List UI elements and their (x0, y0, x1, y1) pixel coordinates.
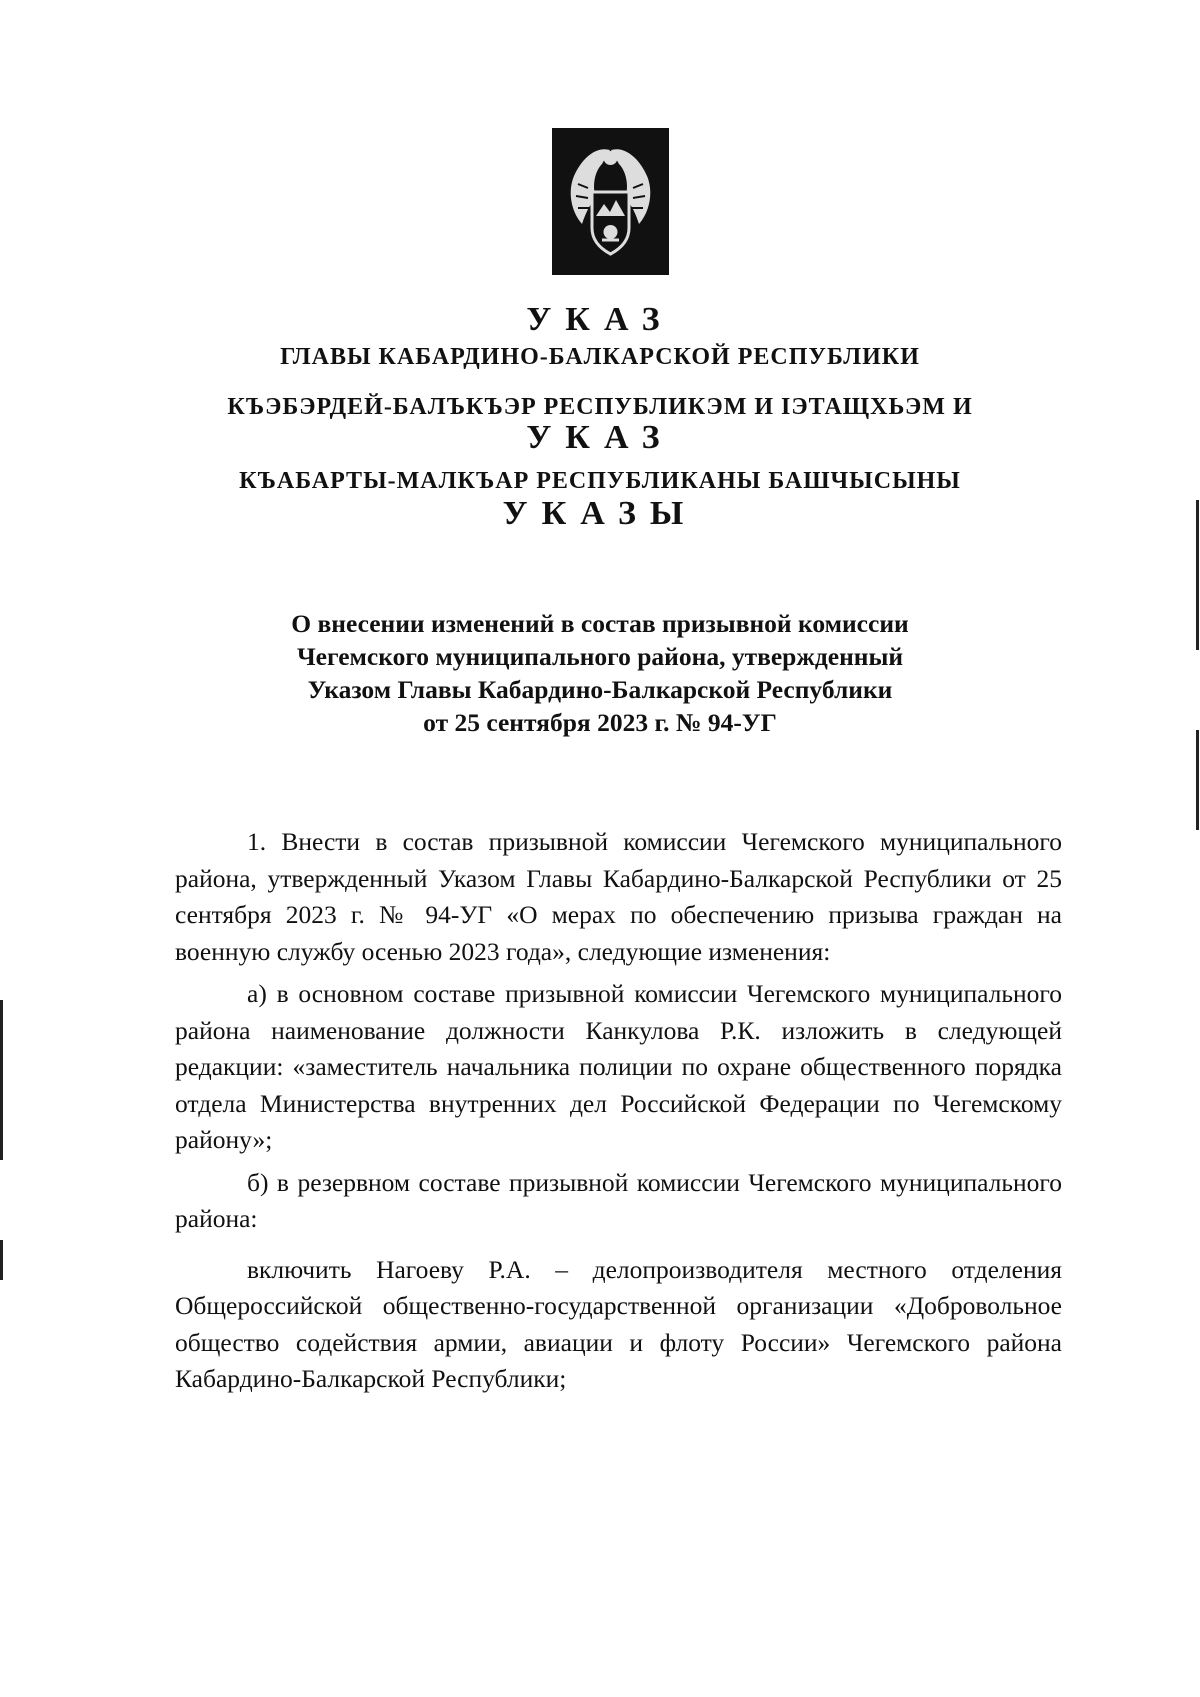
scan-edge-mark (0, 1000, 3, 1160)
title-line: Указом Главы Кабардино-Балкарской Республики (307, 675, 893, 704)
title-line: от 25 сентября 2023 г. № 94-УГ (423, 708, 777, 737)
kbr-coat-of-arms-icon (552, 128, 669, 275)
header-head-of-republic-russian: ГЛАВЫ КАБАРДИНО-БАЛКАРСКОЙ РЕСПУБЛИКИ (280, 344, 920, 370)
emblem (552, 128, 669, 275)
paragraph-item-b: б) в резервном составе призывной комиссии Чегемского муниципального района: (175, 1167, 1062, 1233)
paragraph-include: включить Нагоеву Р.А. – делопроизводителя местного отделения Общероссийской общественно-государственной организации «Добровольное общество содействия армии, авиации и флоту России» Чегемского района Кабардино-Балкарской Республики; (175, 1254, 1062, 1393)
scan-edge-mark (1196, 500, 1199, 504)
header-head-of-republic-balkar: КЪАБАРТЫ-МАЛКЪАР РЕСПУБЛИКАНЫ БАШЧЫСЫНЫ (239, 468, 961, 494)
header-ukaz-kabardian: УКАЗ (526, 419, 674, 456)
scan-edge-mark (1196, 730, 1199, 830)
title-line: Чегемского муниципального района, утвержденный (296, 642, 904, 671)
decree-body (175, 824, 1062, 1398)
scan-edge-mark (1196, 500, 1199, 650)
paragraph-1: 1. Внести в состав призывной комиссии Чегемского муниципального района, утвержденный Указом Главы Кабардино-Балкарской Республики от 25 сентября 2023 г. № 94-УГ «О мерах по обеспечению призыва граждан на военную службу осенью 2023 года», следующие изменения: (175, 827, 1062, 966)
title-line: О внесении изменений в состав призывной комиссии (291, 609, 909, 638)
header-head-of-republic-kabardian: КЪЭБЭРДЕЙ-БАЛЪКЪЭР РЕСПУБЛИКЭМ И IЭТАЩХЬЭМ И (227, 394, 973, 420)
decree-title (200, 607, 1000, 739)
header-ukaz-balkar: УКАЗЫ (502, 495, 698, 532)
scan-edge-mark (0, 1240, 3, 1280)
paragraph-item-a: а) в основном составе призывной комиссии Чегемского муниципального района наименование должности Канкулова Р.К. изложить в следующей редакции: «заместитель начальника полиции по охране общественного порядка отдела Министерства внутренних дел Российской Федерации по Чегемскому району»; (175, 979, 1062, 1154)
header-ukaz-russian: УКАЗ (526, 301, 674, 338)
